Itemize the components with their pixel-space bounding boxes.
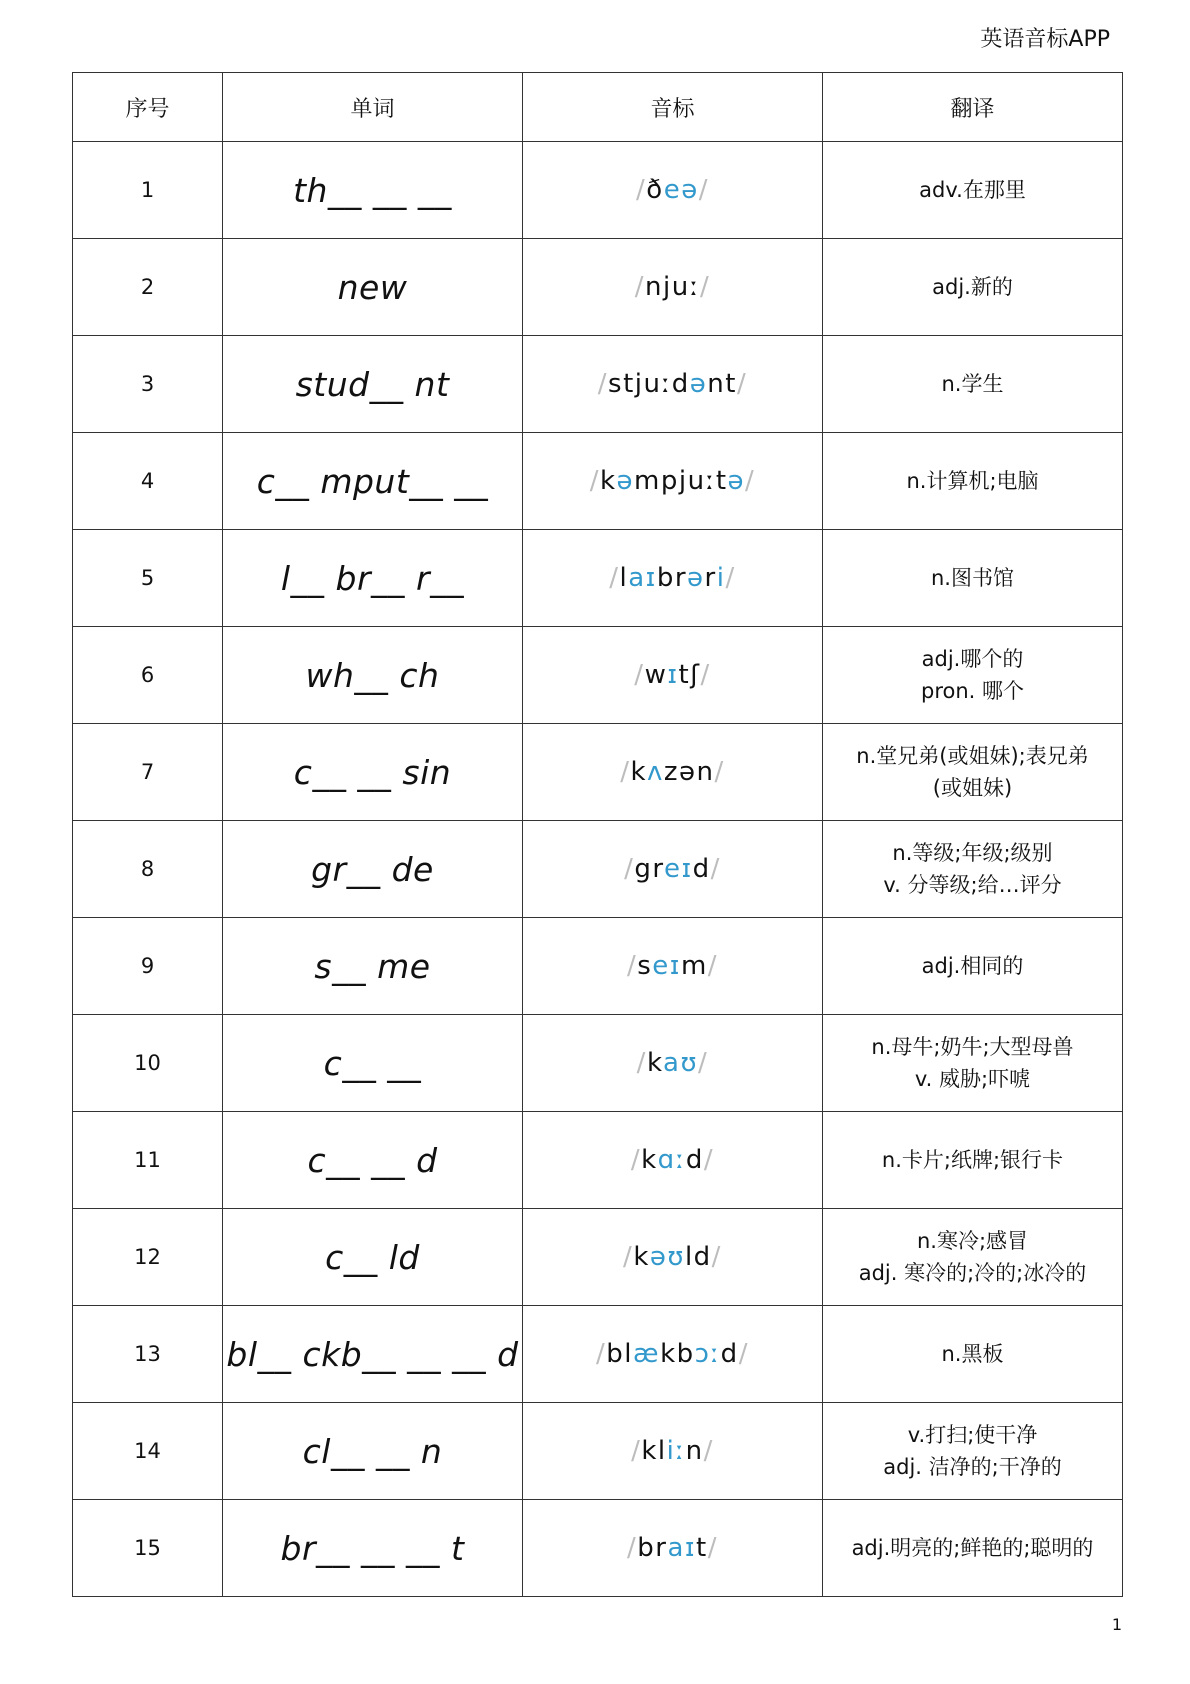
row-translation — [823, 627, 1123, 724]
header-translation: 翻译 — [823, 73, 1123, 142]
table-row — [73, 1403, 1123, 1500]
row-word: s__ me — [223, 918, 523, 1015]
translation-line: adj.相同的 — [921, 954, 1024, 978]
phonetic-slash-open: / — [626, 951, 638, 981]
phonetic-slash-close: / — [700, 660, 711, 690]
table-row — [73, 1500, 1123, 1597]
phonetic-vowel-highlight: aɪ — [667, 1533, 697, 1563]
row-index: 6 — [73, 627, 223, 724]
row-index: 4 — [73, 433, 223, 530]
page-number: 1 — [1111, 1615, 1122, 1634]
row-translation — [823, 530, 1123, 627]
phonetic-vowel-highlight: əʊ — [649, 1242, 685, 1272]
row-index: 13 — [73, 1306, 223, 1403]
phonetic-segment: l — [619, 563, 629, 593]
phonetic-vowel-highlight: aʊ — [663, 1048, 699, 1078]
phonetic-segment: k — [646, 1048, 664, 1078]
row-translation — [823, 1500, 1123, 1597]
row-phonetic — [523, 530, 823, 627]
phonetic-segment: bl — [606, 1339, 634, 1369]
row-phonetic — [523, 239, 823, 336]
phonetic-segment: n — [685, 1436, 704, 1466]
phonetic-slash-open: / — [630, 1145, 642, 1175]
table-row — [73, 1209, 1123, 1306]
translation-line: n.寒冷;感冒 — [916, 1229, 1029, 1253]
phonetic-slash-open: / — [636, 175, 647, 205]
translation-line: n.计算机;电脑 — [906, 469, 1039, 493]
row-word: l__ br__ r__ — [223, 530, 523, 627]
row-word: new — [223, 239, 523, 336]
row-phonetic — [523, 1500, 823, 1597]
row-word: th__ __ __ — [223, 142, 523, 239]
phonetic-slash-open: / — [609, 563, 620, 593]
phonetic-segment: ð — [646, 175, 664, 205]
phonetic-slash-close: / — [725, 563, 736, 593]
row-translation — [823, 142, 1123, 239]
row-phonetic — [523, 724, 823, 821]
table-row — [73, 627, 1123, 724]
translation-line: v. 威胁;吓唬 — [914, 1067, 1031, 1091]
table-header-row — [73, 73, 1123, 142]
table-row — [73, 1112, 1123, 1209]
row-index: 1 — [73, 142, 223, 239]
phonetic-slash-close: / — [707, 951, 719, 981]
phonetic-vowel-highlight: aɪ — [628, 563, 657, 593]
row-index: 2 — [73, 239, 223, 336]
phonetic-segment: s — [637, 951, 653, 981]
phonetic-slash-close: / — [711, 1242, 722, 1272]
row-word: stud__ nt — [223, 336, 523, 433]
row-word: gr__ de — [223, 821, 523, 918]
phonetic-vowel-highlight: eɪ — [652, 951, 681, 981]
row-phonetic — [523, 336, 823, 433]
phonetic-segment: nt — [707, 369, 737, 399]
row-index: 8 — [73, 821, 223, 918]
phonetic-segment: tʃ — [678, 660, 701, 690]
phonetic-segment: k — [641, 1145, 658, 1175]
phonetic-slash-close: / — [698, 175, 709, 205]
phonetic-vowel-highlight: ə — [727, 466, 746, 496]
table-row — [73, 821, 1123, 918]
phonetic-segment: k — [599, 466, 617, 496]
row-phonetic — [523, 821, 823, 918]
phonetic-slash-close: / — [703, 1436, 714, 1466]
row-phonetic — [523, 1306, 823, 1403]
row-word: cl__ __ n — [223, 1403, 523, 1500]
phonetic-segment: br — [637, 1533, 668, 1563]
header-word: 单词 — [223, 73, 523, 142]
phonetic-segment: r — [704, 563, 717, 593]
translation-line: adj.明亮的;鲜艳的;聪明的 — [851, 1536, 1094, 1560]
row-word: bl__ ckb__ __ __ d — [223, 1306, 523, 1403]
table-row — [73, 918, 1123, 1015]
phonetic-segment: kb — [660, 1339, 695, 1369]
translation-line: n.学生 — [941, 372, 1004, 396]
translation-line: n.等级;年级;级别 — [892, 841, 1053, 865]
translation-line: v.打扫;使干净 — [907, 1423, 1038, 1447]
phonetic-slash-open: / — [596, 1339, 607, 1369]
phonetic-segment: t — [696, 1533, 708, 1563]
phonetic-vowel-highlight: iː — [666, 1436, 686, 1466]
translation-line: n.母牛;奶牛;大型母兽 — [871, 1035, 1074, 1059]
row-word: br__ __ __ t — [223, 1500, 523, 1597]
phonetic-vowel-highlight: æ — [633, 1339, 661, 1369]
phonetic-vowel-highlight: ə — [616, 466, 635, 496]
app-title: 英语音标APP — [980, 27, 1110, 52]
phonetic-vowel-highlight: eə — [663, 175, 699, 205]
phonetic-slash-open: / — [620, 757, 631, 787]
translation-line: v. 分等级;给…评分 — [883, 873, 1062, 897]
translation-line: n.卡片;纸牌;银行卡 — [881, 1148, 1064, 1172]
row-translation — [823, 821, 1123, 918]
phonetic-vowel-highlight: ʌ — [647, 757, 664, 787]
row-translation — [823, 1209, 1123, 1306]
phonetic-segment: stjuːd — [608, 369, 690, 399]
row-index: 10 — [73, 1015, 223, 1112]
row-translation — [823, 724, 1123, 821]
phonetic-slash-open: / — [626, 1533, 638, 1563]
translation-line: pron. 哪个 — [920, 679, 1024, 703]
row-phonetic — [523, 918, 823, 1015]
row-translation — [823, 918, 1123, 1015]
phonetic-slash-open: / — [634, 272, 646, 302]
row-index: 9 — [73, 918, 223, 1015]
row-translation — [823, 1112, 1123, 1209]
phonetic-segment: gr — [634, 854, 664, 884]
phonetic-segment: mpjuːt — [634, 466, 728, 496]
header-index: 序号 — [73, 73, 223, 142]
table-row — [73, 433, 1123, 530]
table-row — [73, 336, 1123, 433]
phonetic-slash-close: / — [698, 1048, 709, 1078]
phonetic-slash-close: / — [714, 757, 725, 787]
phonetic-slash-open: / — [623, 1242, 634, 1272]
row-index: 3 — [73, 336, 223, 433]
row-word: wh__ ch — [223, 627, 523, 724]
phonetic-vowel-highlight: i — [716, 563, 726, 593]
row-translation — [823, 433, 1123, 530]
phonetic-slash-open: / — [634, 660, 645, 690]
row-index: 15 — [73, 1500, 223, 1597]
phonetic-segment: njuː — [645, 272, 700, 302]
phonetic-slash-open: / — [631, 1436, 642, 1466]
phonetic-vowel-highlight: ɑː — [657, 1145, 686, 1175]
table-row — [73, 1306, 1123, 1403]
row-translation — [823, 1015, 1123, 1112]
row-translation — [823, 239, 1123, 336]
translation-line: adj. 寒冷的;冷的;冰冷的 — [858, 1261, 1087, 1285]
row-word: c__ __ d — [223, 1112, 523, 1209]
row-translation — [823, 336, 1123, 433]
phonetic-slash-close: / — [710, 854, 721, 884]
phonetic-slash-open: / — [624, 854, 635, 884]
phonetic-slash-open: / — [597, 369, 609, 399]
translation-line: adv.在那里 — [919, 178, 1026, 202]
row-index: 5 — [73, 530, 223, 627]
phonetic-vowel-highlight: ɔː — [694, 1339, 721, 1369]
table-row — [73, 142, 1123, 239]
row-phonetic — [523, 142, 823, 239]
row-index: 14 — [73, 1403, 223, 1500]
row-index: 11 — [73, 1112, 223, 1209]
header-phonetic: 音标 — [523, 73, 823, 142]
translation-line: n.堂兄弟(或姐妹);表兄弟 — [856, 744, 1089, 768]
table-body — [73, 142, 1123, 1597]
row-word: c__ __ sin — [223, 724, 523, 821]
phonetic-vowel-highlight: ə — [689, 369, 708, 399]
phonetic-segment: d — [685, 1145, 704, 1175]
phonetic-segment: w — [644, 660, 668, 690]
phonetic-slash-open: / — [589, 466, 600, 496]
row-phonetic — [523, 433, 823, 530]
table-row — [73, 724, 1123, 821]
translation-line: n.图书馆 — [931, 566, 1014, 590]
phonetic-vowel-highlight: ə — [687, 563, 705, 593]
translation-line: n.黑板 — [941, 1342, 1004, 1366]
row-phonetic — [523, 1403, 823, 1500]
phonetic-slash-close: / — [738, 1339, 749, 1369]
phonetic-slash-close: / — [707, 1533, 719, 1563]
row-word: c__ mput__ __ — [223, 433, 523, 530]
translation-line: (或姐妹) — [932, 776, 1013, 800]
phonetic-slash-open: / — [636, 1048, 647, 1078]
row-translation — [823, 1306, 1123, 1403]
row-word: c__ __ — [223, 1015, 523, 1112]
phonetic-slash-close: / — [745, 466, 756, 496]
phonetic-slash-close: / — [699, 272, 711, 302]
translation-line: adj.哪个的 — [921, 647, 1024, 671]
phonetic-segment: k — [630, 757, 648, 787]
table-row — [73, 530, 1123, 627]
phonetic-segment: zən — [663, 757, 715, 787]
table-row — [73, 1015, 1123, 1112]
row-translation — [823, 1403, 1123, 1500]
phonetic-segment: ld — [684, 1242, 712, 1272]
row-phonetic — [523, 1112, 823, 1209]
phonetic-segment: d — [692, 854, 711, 884]
phonetic-segment: k — [633, 1242, 650, 1272]
row-index: 12 — [73, 1209, 223, 1306]
phonetic-slash-close: / — [703, 1145, 715, 1175]
table-row — [73, 239, 1123, 336]
phonetic-segment: m — [680, 951, 708, 981]
row-phonetic — [523, 627, 823, 724]
row-index: 7 — [73, 724, 223, 821]
row-phonetic — [523, 1015, 823, 1112]
phonetic-segment: kl — [641, 1436, 667, 1466]
translation-line: adj.新的 — [932, 275, 1013, 299]
row-phonetic — [523, 1209, 823, 1306]
translation-line: adj. 洁净的;干净的 — [883, 1455, 1062, 1479]
phonetic-slash-close: / — [736, 369, 748, 399]
vocab-table — [72, 72, 1123, 1597]
phonetic-segment: br — [656, 563, 688, 593]
phonetic-vowel-highlight: ɪ — [667, 660, 679, 690]
row-word: c__ ld — [223, 1209, 523, 1306]
phonetic-segment: d — [720, 1339, 739, 1369]
phonetic-vowel-highlight: eɪ — [663, 854, 693, 884]
